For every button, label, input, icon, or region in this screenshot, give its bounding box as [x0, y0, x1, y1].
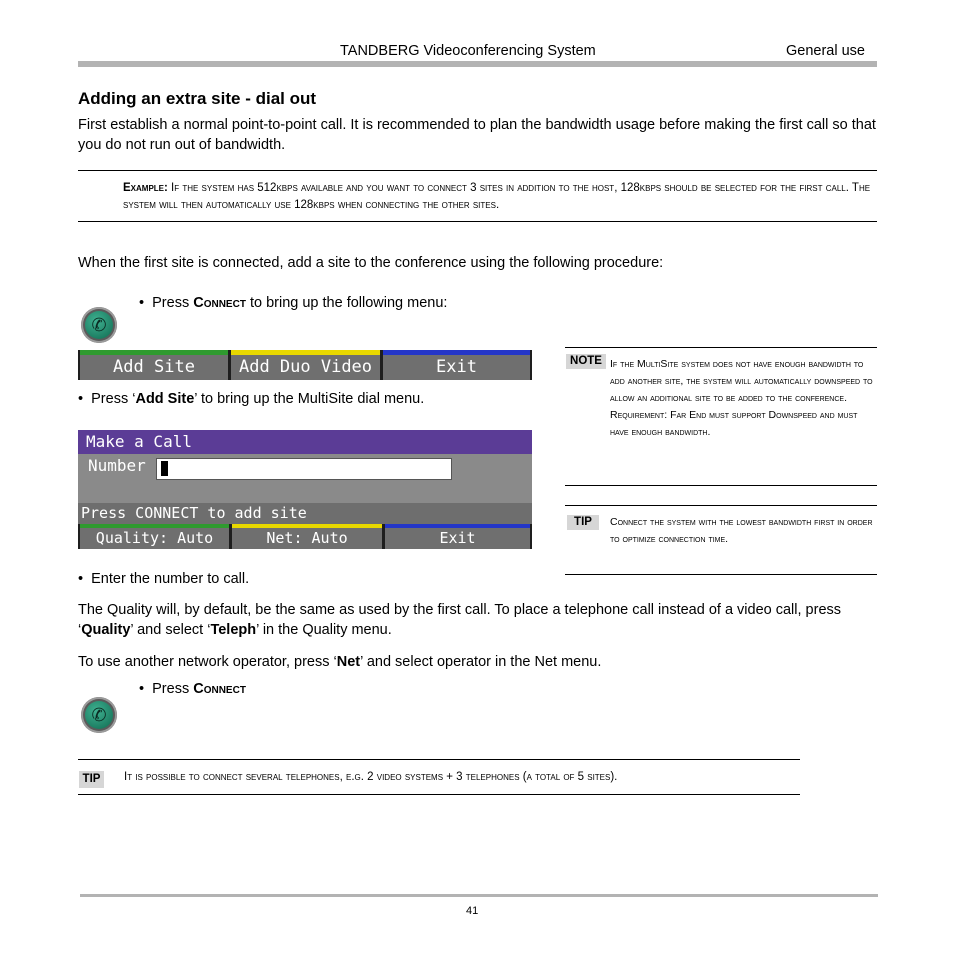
connect-key-icon	[81, 697, 117, 733]
example-bottom-rule	[78, 221, 877, 222]
step-4: • Press Connect	[139, 681, 246, 697]
example-label: Example:	[123, 182, 168, 194]
page-number: 41	[466, 905, 479, 917]
tip-text: Connect the system with the lowest bandwidth first in order to optimize connection time.	[610, 516, 873, 545]
number-label: Number	[88, 456, 146, 475]
example-box	[123, 180, 875, 214]
connect-key-name: Connect	[193, 295, 246, 311]
header-title: TANDBERG Videoconferencing System	[340, 43, 596, 59]
step-1: • Press Connect to bring up the following menu:	[139, 295, 448, 311]
example-top-rule	[78, 170, 877, 171]
phone-handset-icon: ✆	[91, 315, 107, 335]
net-paragraph: To use another network operator, press ‘Net’ and select operator in the Net menu.	[78, 654, 602, 670]
connect-key-icon	[81, 307, 117, 343]
text-cursor	[161, 461, 168, 476]
header-section: General use	[786, 43, 865, 59]
tip2-top-rule	[78, 759, 800, 760]
connect-menu-bar	[78, 350, 532, 380]
example-text: If the system has 512kbps available and you want to connect 3 sites in addition to the host, 128kbps should be selected for the first call. The system will then automatically use 128kbps when connecting the other sites.	[123, 182, 871, 211]
exit-button[interactable]: Exit	[383, 350, 530, 380]
quality-button[interactable]: Quality: Auto	[80, 524, 229, 549]
header-divider	[78, 61, 877, 67]
quality-paragraph: The Quality will, by default, be the same as used by the first call. To place a telephone call instead of a video call, press ‘Quality’ and select ‘Teleph’ in the Quality menu.	[78, 602, 842, 638]
step-3: • Enter the number to call.	[78, 571, 250, 587]
step-2: • Press ‘Add Site’ to bring up the MultiSite dial menu.	[78, 391, 425, 407]
footer-divider	[80, 894, 878, 897]
make-a-call-window	[78, 430, 532, 549]
net-button[interactable]: Net: Auto	[232, 524, 382, 549]
call-window-button-bar	[78, 524, 532, 549]
add-duo-video-button[interactable]: Add Duo Video	[231, 350, 380, 380]
tip2-tag: TIP	[79, 771, 104, 788]
call-hint: Press CONNECT to add site	[78, 503, 532, 524]
note-bottom-rule	[565, 485, 877, 486]
call-window-title: Make a Call	[78, 430, 532, 454]
note-top-rule	[565, 347, 877, 348]
note-tag: NOTE	[566, 354, 606, 369]
phone-handset-icon: ✆	[91, 705, 107, 725]
tip-bottom-rule	[565, 574, 877, 575]
add-site-button[interactable]: Add Site	[80, 350, 228, 380]
tip2-bottom-rule	[78, 794, 800, 795]
tip-top-rule	[565, 505, 877, 506]
intro-paragraph: First establish a normal point-to-point call. It is recommended to plan the bandwidth usage before making the first call so that you do not run out of bandwidth.	[78, 117, 876, 153]
number-input[interactable]	[156, 458, 452, 480]
note-text: If the MultiSite system does not have enough bandwidth to add another site, the system will automatically downspeed to allow an additional site to be added to the conference. Requirement: Far End must support Downspeed and must have enough bandwidth.	[610, 358, 873, 438]
exit-button[interactable]: Exit	[385, 524, 530, 549]
tip2-text: It is possible to connect several telephones, e.g. 2 video systems + 3 telephones (a total of 5 sites).	[124, 771, 618, 783]
procedure-intro: When the first site is connected, add a site to the conference using the following procedure:	[78, 255, 664, 271]
tip-tag: TIP	[567, 515, 599, 530]
page-heading: Adding an extra site - dial out	[78, 89, 317, 108]
